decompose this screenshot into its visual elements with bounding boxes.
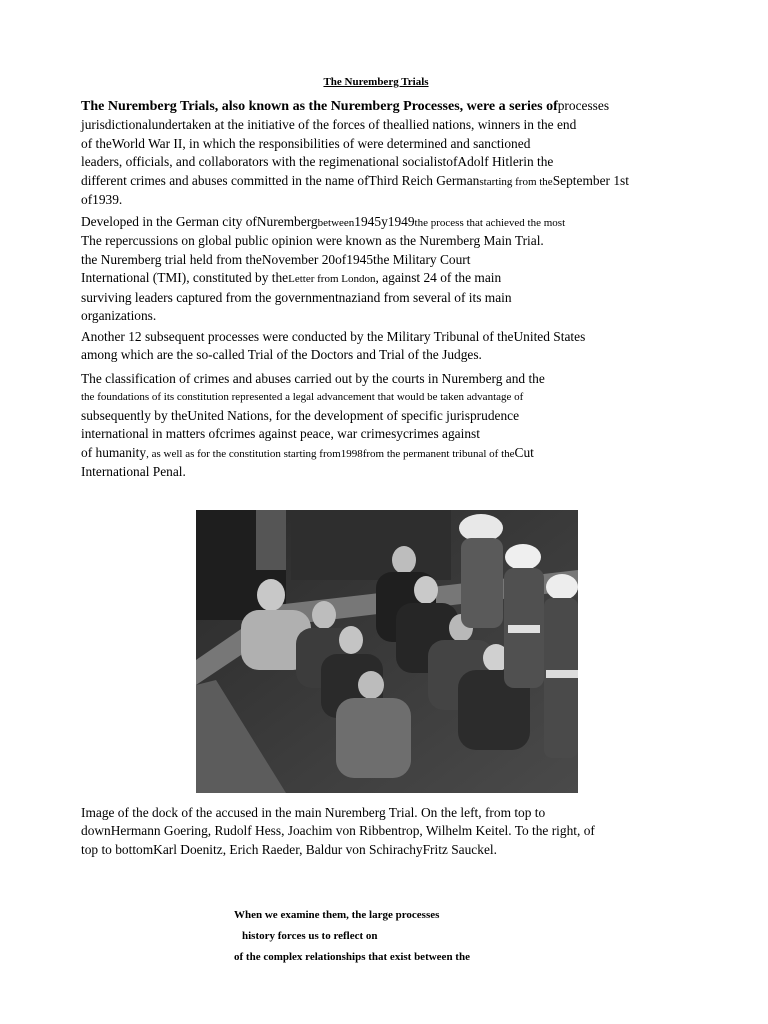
page-title: The Nuremberg Trials	[323, 76, 429, 88]
paragraph-subsequent: Another 12 subsequent processes were conducted by the Military Tribunal of theUnited States among which are the so-called Trial of the Doctors and Trial of the Judges.	[81, 329, 586, 363]
nuremberg-dock-photo	[196, 510, 578, 793]
photo-illustration	[196, 510, 578, 793]
paragraph-classification: The classification of crimes and abuses carried out by the courts in Nuremberg and the the foundations of its constitution represented a legal advancement that would be taken advantage of subsequently by theUnited Nations, for the development of specific jurisprudence international in matters ofcrimes against peace, war crimesycrimes against of humanity, as well as for the constitution starting from1998from the permanent tribunal of theCut International Penal.	[81, 371, 545, 480]
paragraph-development: Developed in the German city ofNurembergbetween1945y1949the process that achieved the most The repercussions on global public opinion were known as the Nuremberg Main Trial. the Nuremberg trial held from theNovember 20of1945the Military Court International (TMI), constituted by theLetter from London, against 24 of the main surviving leaders captured from the governmentnaziand from several of its main organizations.	[81, 214, 566, 324]
paragraph-intro: The Nuremberg Trials, also known as the Nuremberg Processes, were a series ofprocesses jurisdictionalundertaken at the initiative of the forces of theallied nations, winners in the end of theWorld War II, in which the responsibilities of were determined and sanctioned leaders, officials, and collaborators with the regimenational socialistofAdolf Hitlerin the different crimes and abuses committed in the name ofThird Reich Germanstarting from theSeptember 1st of1939.	[81, 98, 629, 208]
photo-caption: Image of the dock of the accused in the main Nuremberg Trial. On the left, from top to downHermann Goering, Rudolf Hess, Joachim von Ribbentrop, Wilhelm Keitel. To the right, of top to bottomKarl Doenitz, Erich Raeder, Baldur von SchirachyFritz Sauckel.	[81, 805, 595, 857]
closing-quote: When we examine them, the large processes history forces us to reflect on of the complex relationships that exist between the	[234, 909, 470, 963]
